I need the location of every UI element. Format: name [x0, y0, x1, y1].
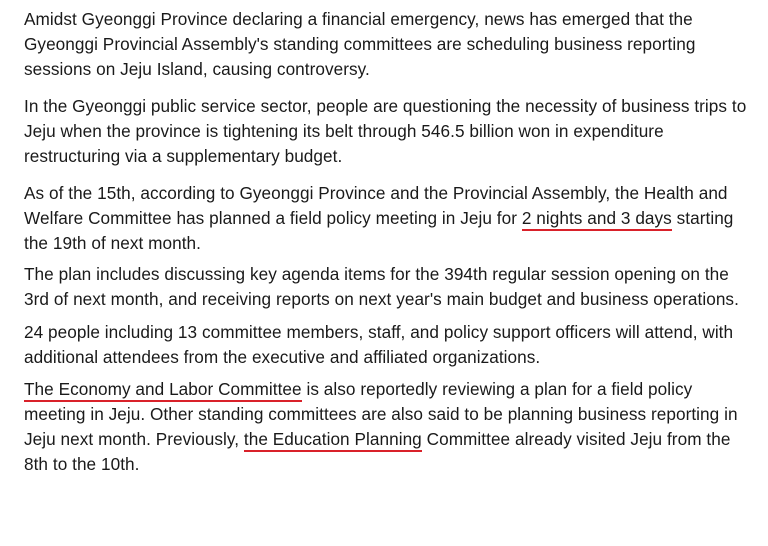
highlight-education-planning: the Education Planning — [244, 429, 422, 452]
paragraph-3 — [24, 181, 754, 256]
paragraph-5: 24 people including 13 committee members, staff, and policy support officers will attend, with additional attendees from the executive and affiliated organizations. — [24, 322, 734, 367]
article-body — [24, 7, 754, 477]
paragraph-6-text-middle: is also reportedly reviewing a plan for a field policy meeting in Jeju. Other standing committees are also said to be planning business reporting in Jeju next month. Previously, — [24, 379, 738, 449]
paragraph-1: Amidst Gyeonggi Province declaring a financial emergency, news has emerged that the Gyeonggi Provincial Assembly's standing committees are scheduling business reporting sessions on Jeju Island, causing controversy. — [24, 9, 696, 79]
paragraph-6-text-after: Committee already visited Jeju from the 8th to the 10th. — [24, 429, 731, 474]
paragraph-3-text-after: starting the 19th of next month. — [24, 208, 734, 253]
paragraph-3-text-before: As of the 15th, according to Gyeonggi Province and the Provincial Assembly, the Health and Welfare Committee has planned a field policy meeting in Jeju for — [24, 183, 728, 228]
paragraph-6 — [24, 377, 754, 477]
highlight-duration: 2 nights and 3 days — [522, 208, 672, 231]
highlight-economy-labor-committee: The Economy and Labor Committee — [24, 379, 302, 402]
paragraph-2: In the Gyeonggi public service sector, people are questioning the necessity of business trips to Jeju when the province is tightening its belt through 546.5 billion won in expenditure restructuring via a supplementary budget. — [24, 96, 747, 166]
paragraph-4: The plan includes discussing key agenda items for the 394th regular session opening on the 3rd of next month, and receiving reports on next year's main budget and business operations. — [24, 264, 739, 309]
